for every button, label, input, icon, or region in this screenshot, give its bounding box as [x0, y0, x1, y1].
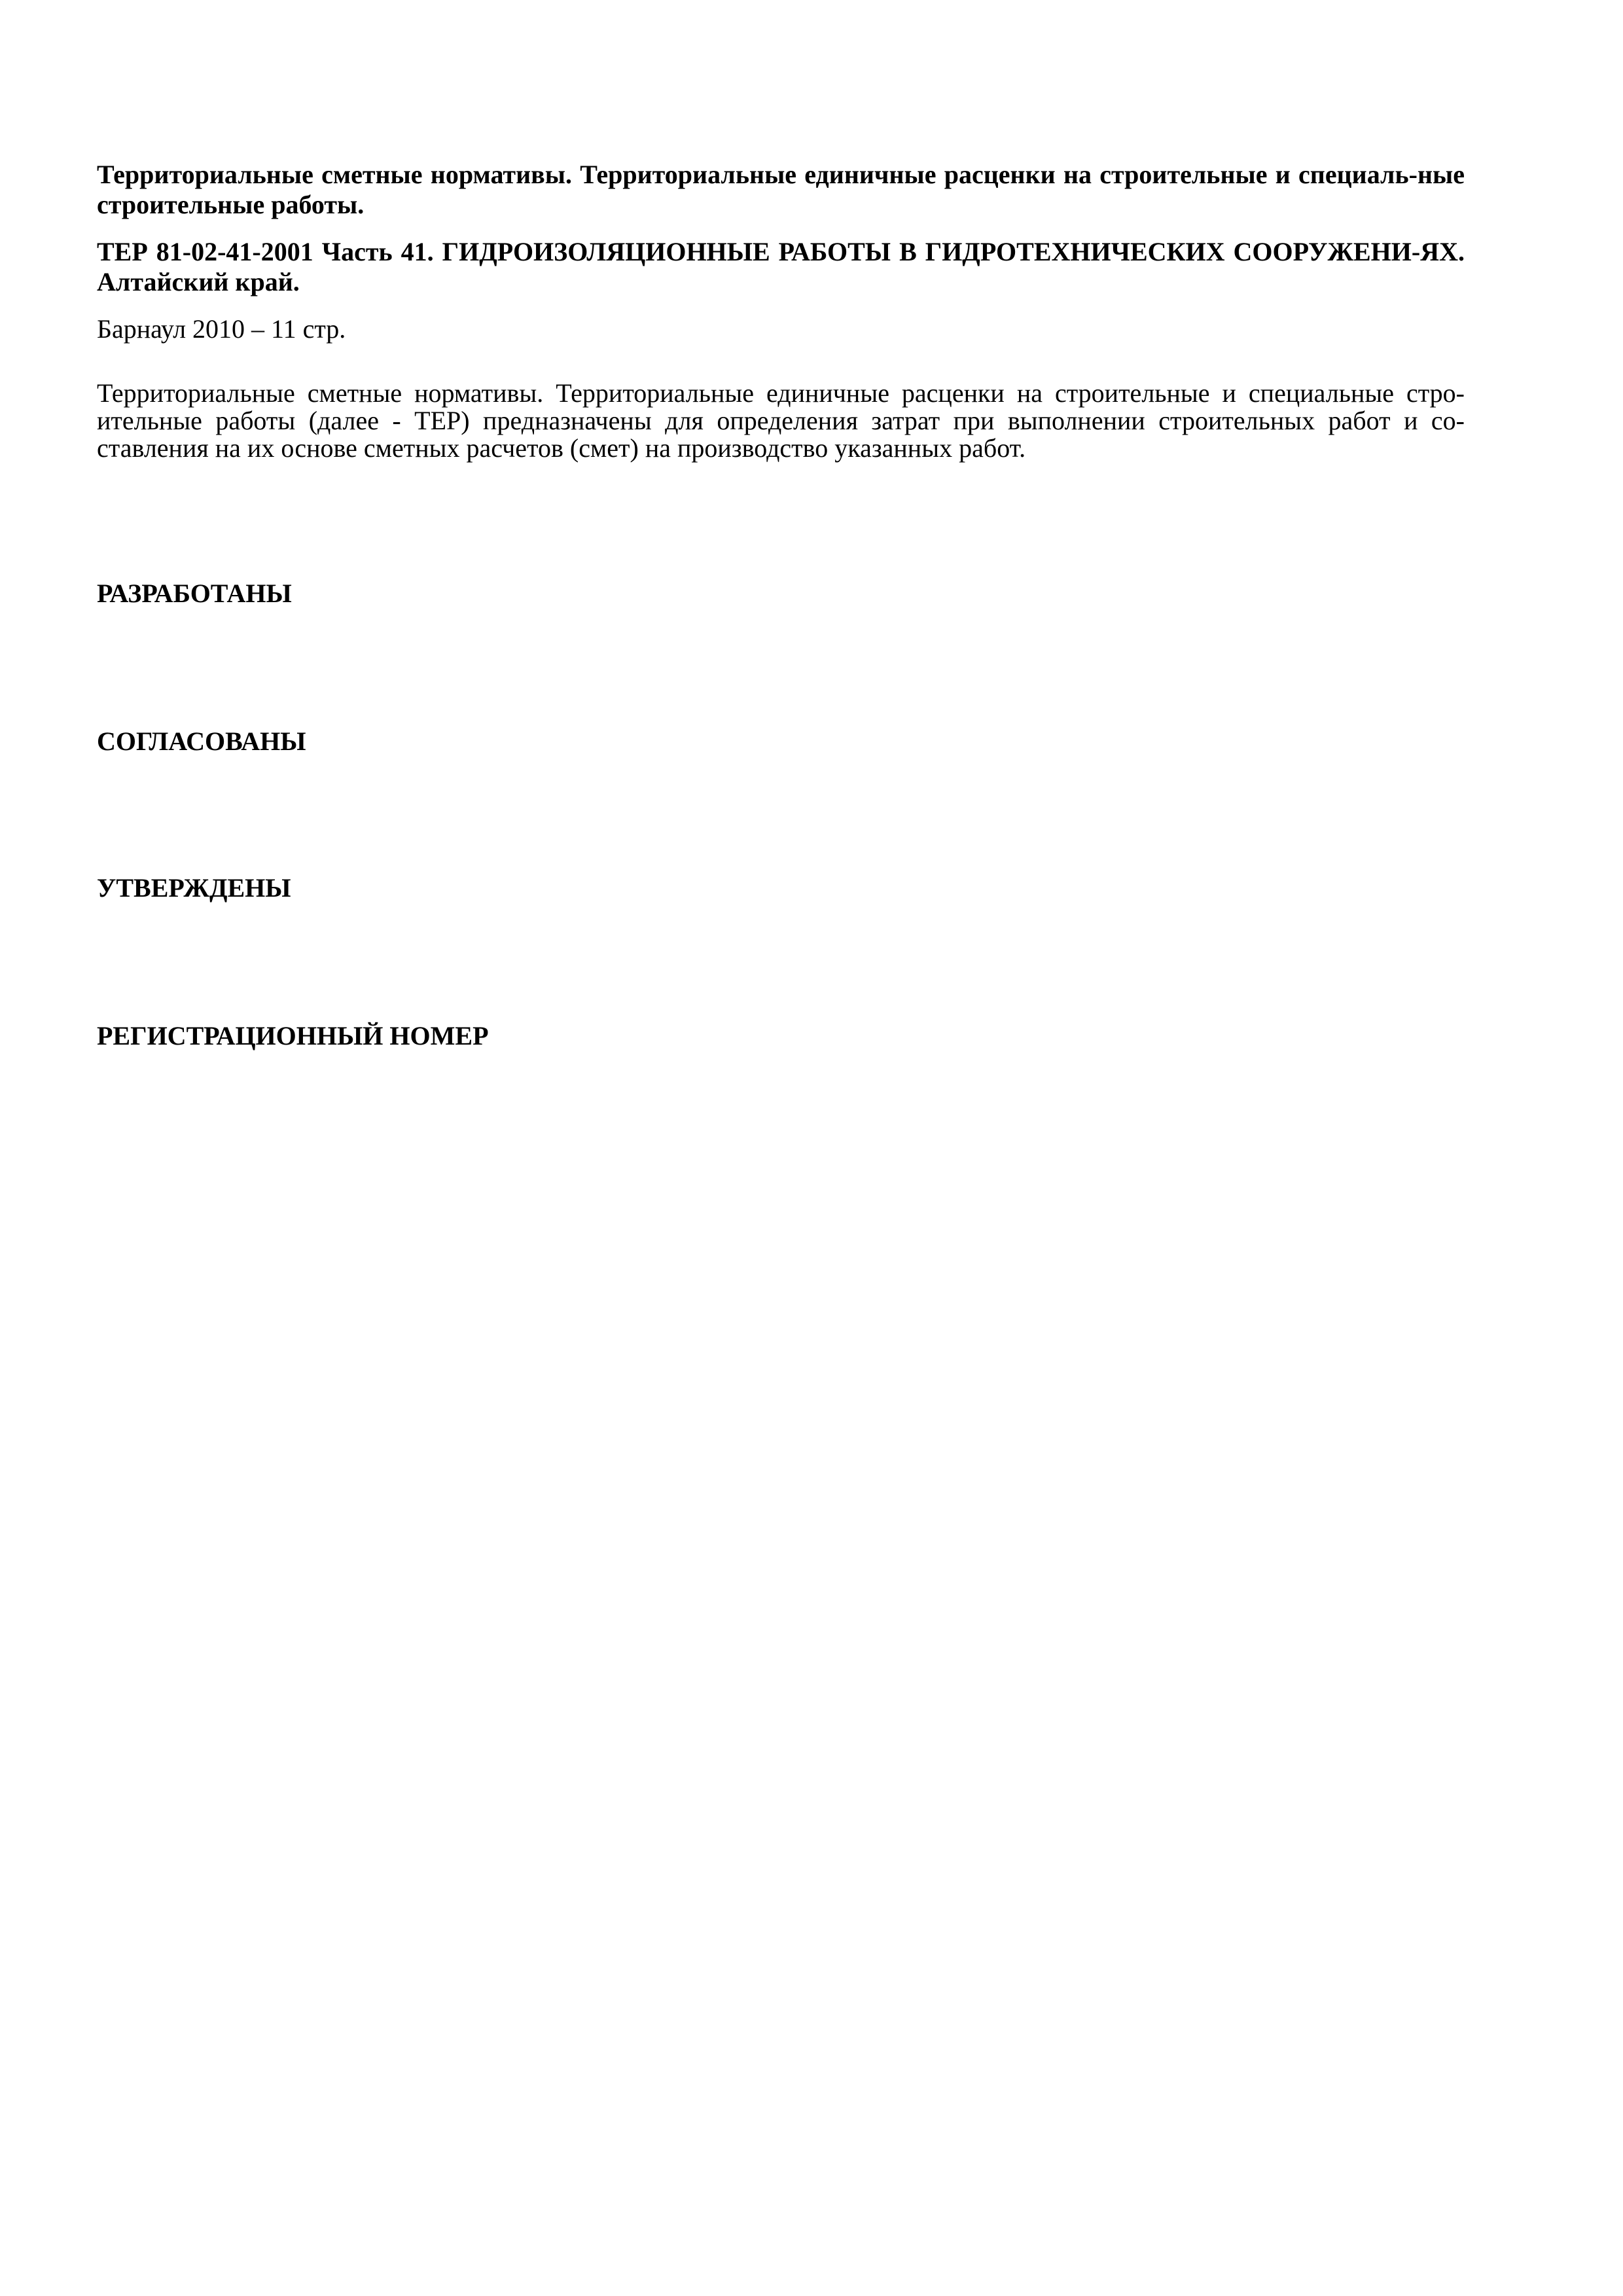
- abstract-paragraph: Территориальные сметные нормативы. Территориальные единичные расценки на строительные и специальные стро-ительные работы (далее - ТЕР) предназначены для определения затрат при выполнении строительных работ и со-ставления на их основе сметных расчетов (смет) на производство указанных работ.: [97, 378, 1465, 463]
- section-agreed: СОГЛАСОВАНЫ: [97, 726, 306, 756]
- imprint-line: Барнаул 2010 – 11 стр.: [97, 314, 346, 344]
- section-registration-number: РЕГИСТРАЦИОННЫЙ НОМЕР: [97, 1021, 489, 1050]
- part-title: ТЕР 81-02-41-2001 Часть 41. ГИДРОИЗОЛЯЦИОННЫЕ РАБОТЫ В ГИДРОТЕХНИЧЕСКИХ СООРУЖЕНИ-ЯХ. Алтайский край.: [97, 237, 1465, 296]
- series-title: Территориальные сметные нормативы. Территориальные единичные расценки на строительные и специаль-ные строительные работы.: [97, 160, 1465, 219]
- section-approved: УТВЕРЖДЕНЫ: [97, 873, 291, 903]
- section-developed: РАЗРАБОТАНЫ: [97, 579, 292, 608]
- document-header-block: [97, 149, 1465, 462]
